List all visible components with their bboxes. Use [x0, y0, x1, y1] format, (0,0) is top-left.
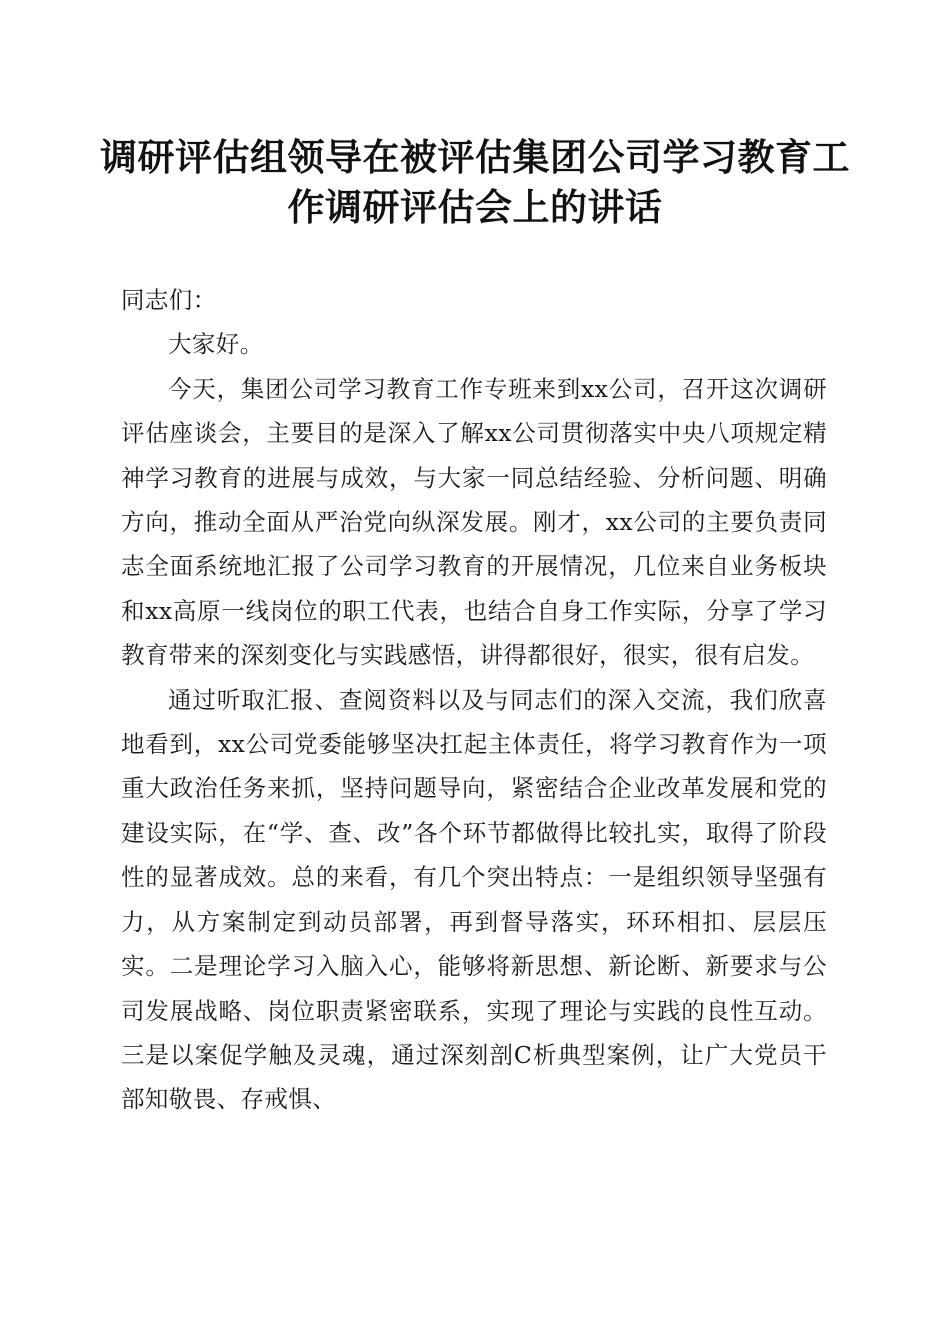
document-body: [121, 278, 827, 1122]
paragraph-greeting: 大家好。: [168, 330, 264, 359]
paragraph-introduction: 今天，集团公司学习教育工作专班来到xx公司，召开这次调研评估座谈会，主要目的是深入了解xx公司贯彻落实中央八项规定精神学习教育的进展与成效，与大家一同总结经验、分析问题、明确方向，推动全面从严治党向纵深发展。刚才，xx公司的主要负责同志全面系统地汇报了公司学习教育的开展情况，几位来自业务板块和xx高原一线岗位的职工代表，也结合自身工作实际，分享了学习教育带来的深刻变化与实践感悟，讲得都很好，很实，很有启发。: [121, 374, 827, 670]
salutation: 同志们：: [121, 286, 217, 314]
document-title: 调研评估组领导在被评估集团公司学习教育工作调研评估会上的讲话: [100, 135, 850, 229]
paragraph-achievements: 通过听取汇报、查阅资料以及与同志们的深入交流，我们欣喜地看到，xx公司党委能够坚决扛起主体责任，将学习教育作为一项重大政治任务来抓，坚持问题导向，紧密结合企业改革发展和党的建设实际，在“学、查、改”各个环节都做得比较扎实，取得了阶段性的显著成效。总的来看，有几个突出特点：一是组织领导坚强有力，从方案制定到动员部署，再到督导落实，环环相扣、层层压实。二是理论学习入脑入心，能够将新思想、新论断、新要求与公司发展战略、岗位职责紧密联系，实现了理论与实践的良性互动。三是以案促学触及灵魂，通过深刻剖C析典型案例，让广大党员干部知敬畏、存戒惧、: [121, 685, 827, 1114]
